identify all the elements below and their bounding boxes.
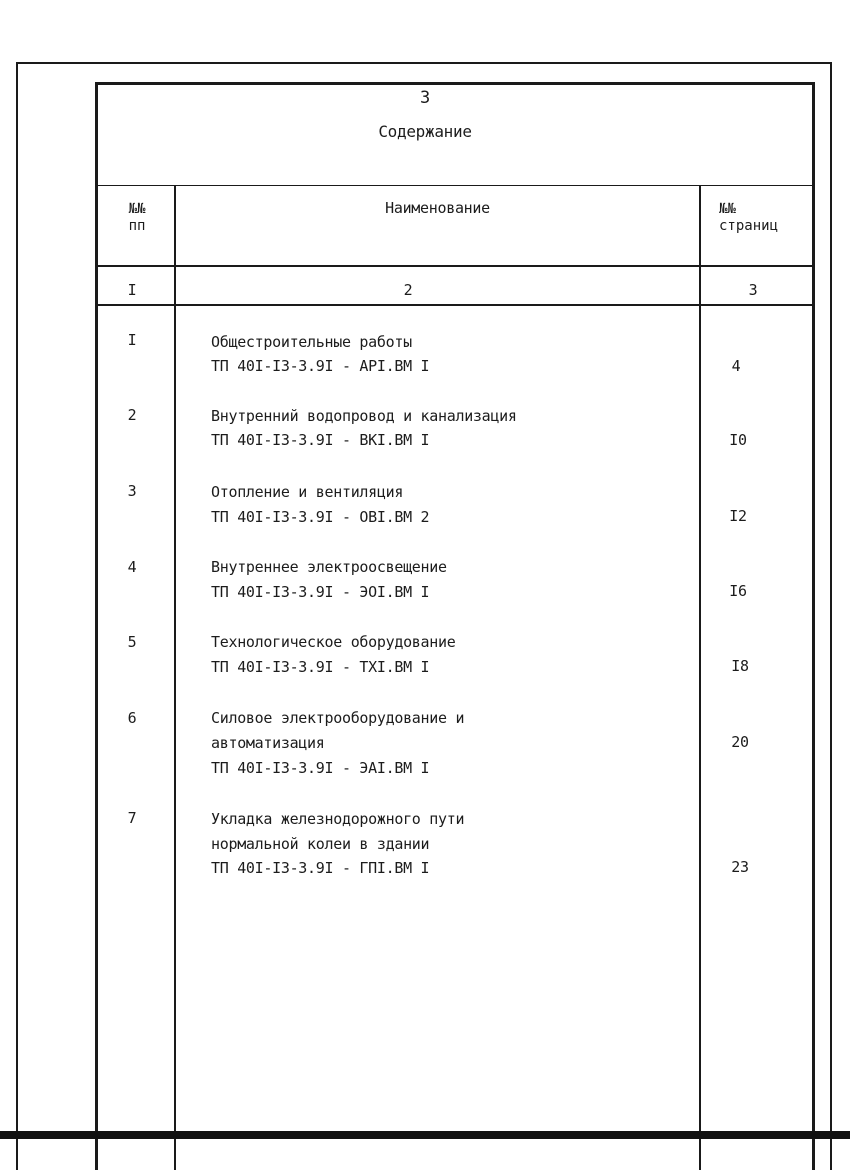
row-7-page: 23 — [731, 858, 749, 876]
row-5-page: I8 — [731, 657, 749, 675]
inner-frame-top — [95, 82, 815, 85]
row-6-number: 6 — [127, 709, 137, 727]
row-6-page: 20 — [731, 733, 749, 751]
column-number-2: 2 — [403, 281, 413, 299]
header-page-line-1: №№ — [719, 201, 736, 217]
row-6-title-continued: автоматизация — [211, 734, 325, 752]
header-page — [719, 201, 809, 235]
row-6-title: Силовое электрооборудование и — [211, 709, 465, 727]
column-divider-1 — [174, 185, 176, 1170]
row-6-code: ТП 40I-I3-3.9I - ЭАI.ВМ I — [211, 759, 430, 777]
page-number: 3 — [420, 88, 430, 108]
row-1-title: Общестроительные работы — [211, 333, 412, 351]
row-2-title: Внутренний водопровод и канализация — [211, 407, 517, 425]
row-1-code: ТП 40I-I3-3.9I - АРI.ВМ I — [211, 357, 430, 375]
row-2-page: I0 — [729, 431, 747, 449]
inner-frame-right — [812, 82, 815, 1170]
row-5-title: Технологическое оборудование — [211, 633, 456, 651]
header-bottom-rule — [95, 265, 815, 267]
row-7-title-continued: нормальной колеи в здании — [211, 835, 430, 853]
row-5-number: 5 — [127, 633, 137, 651]
header-num — [100, 201, 174, 235]
column-number-3: 3 — [748, 281, 758, 299]
row-3-title: Отопление и вентиляция — [211, 483, 404, 501]
header-page-line-2: страниц — [719, 218, 779, 234]
page-title: Содержание — [378, 122, 472, 141]
outer-frame-right — [830, 62, 832, 1170]
row-2-code: ТП 40I-I3-3.9I - ВКI.ВМ I — [211, 431, 430, 449]
row-1-number: I — [127, 331, 137, 349]
row-7-code: ТП 40I-I3-3.9I - ГПI.ВМ I — [211, 859, 430, 877]
row-4-number: 4 — [127, 558, 137, 576]
row-3-page: I2 — [729, 507, 747, 525]
row-3-code: ТП 40I-I3-3.9I - ОВI.ВМ 2 — [211, 508, 430, 526]
table-top-rule — [95, 185, 815, 186]
header-name: Наименование — [385, 199, 490, 217]
row-3-number: 3 — [127, 482, 137, 500]
row-4-title: Внутреннее электроосвещение — [211, 558, 447, 576]
column-numbers-bottom-rule — [95, 304, 815, 306]
inner-frame-left — [95, 82, 98, 1170]
row-2-number: 2 — [127, 406, 137, 424]
bottom-heavy-rule — [0, 1131, 850, 1139]
column-number-1: I — [127, 281, 137, 299]
row-1-page: 4 — [731, 357, 741, 375]
row-4-page: I6 — [729, 582, 747, 600]
row-5-code: ТП 40I-I3-3.9I - ТХI.ВМ I — [211, 658, 430, 676]
header-num-line-2: пп — [128, 218, 146, 234]
row-7-number: 7 — [127, 809, 137, 827]
row-4-code: ТП 40I-I3-3.9I - ЭОI.ВМ I — [211, 583, 430, 601]
outer-frame-top — [16, 62, 832, 64]
outer-frame-left — [16, 62, 18, 1170]
row-7-title: Укладка железнодорожного пути — [211, 810, 465, 828]
header-num-line-1: №№ — [128, 201, 146, 217]
